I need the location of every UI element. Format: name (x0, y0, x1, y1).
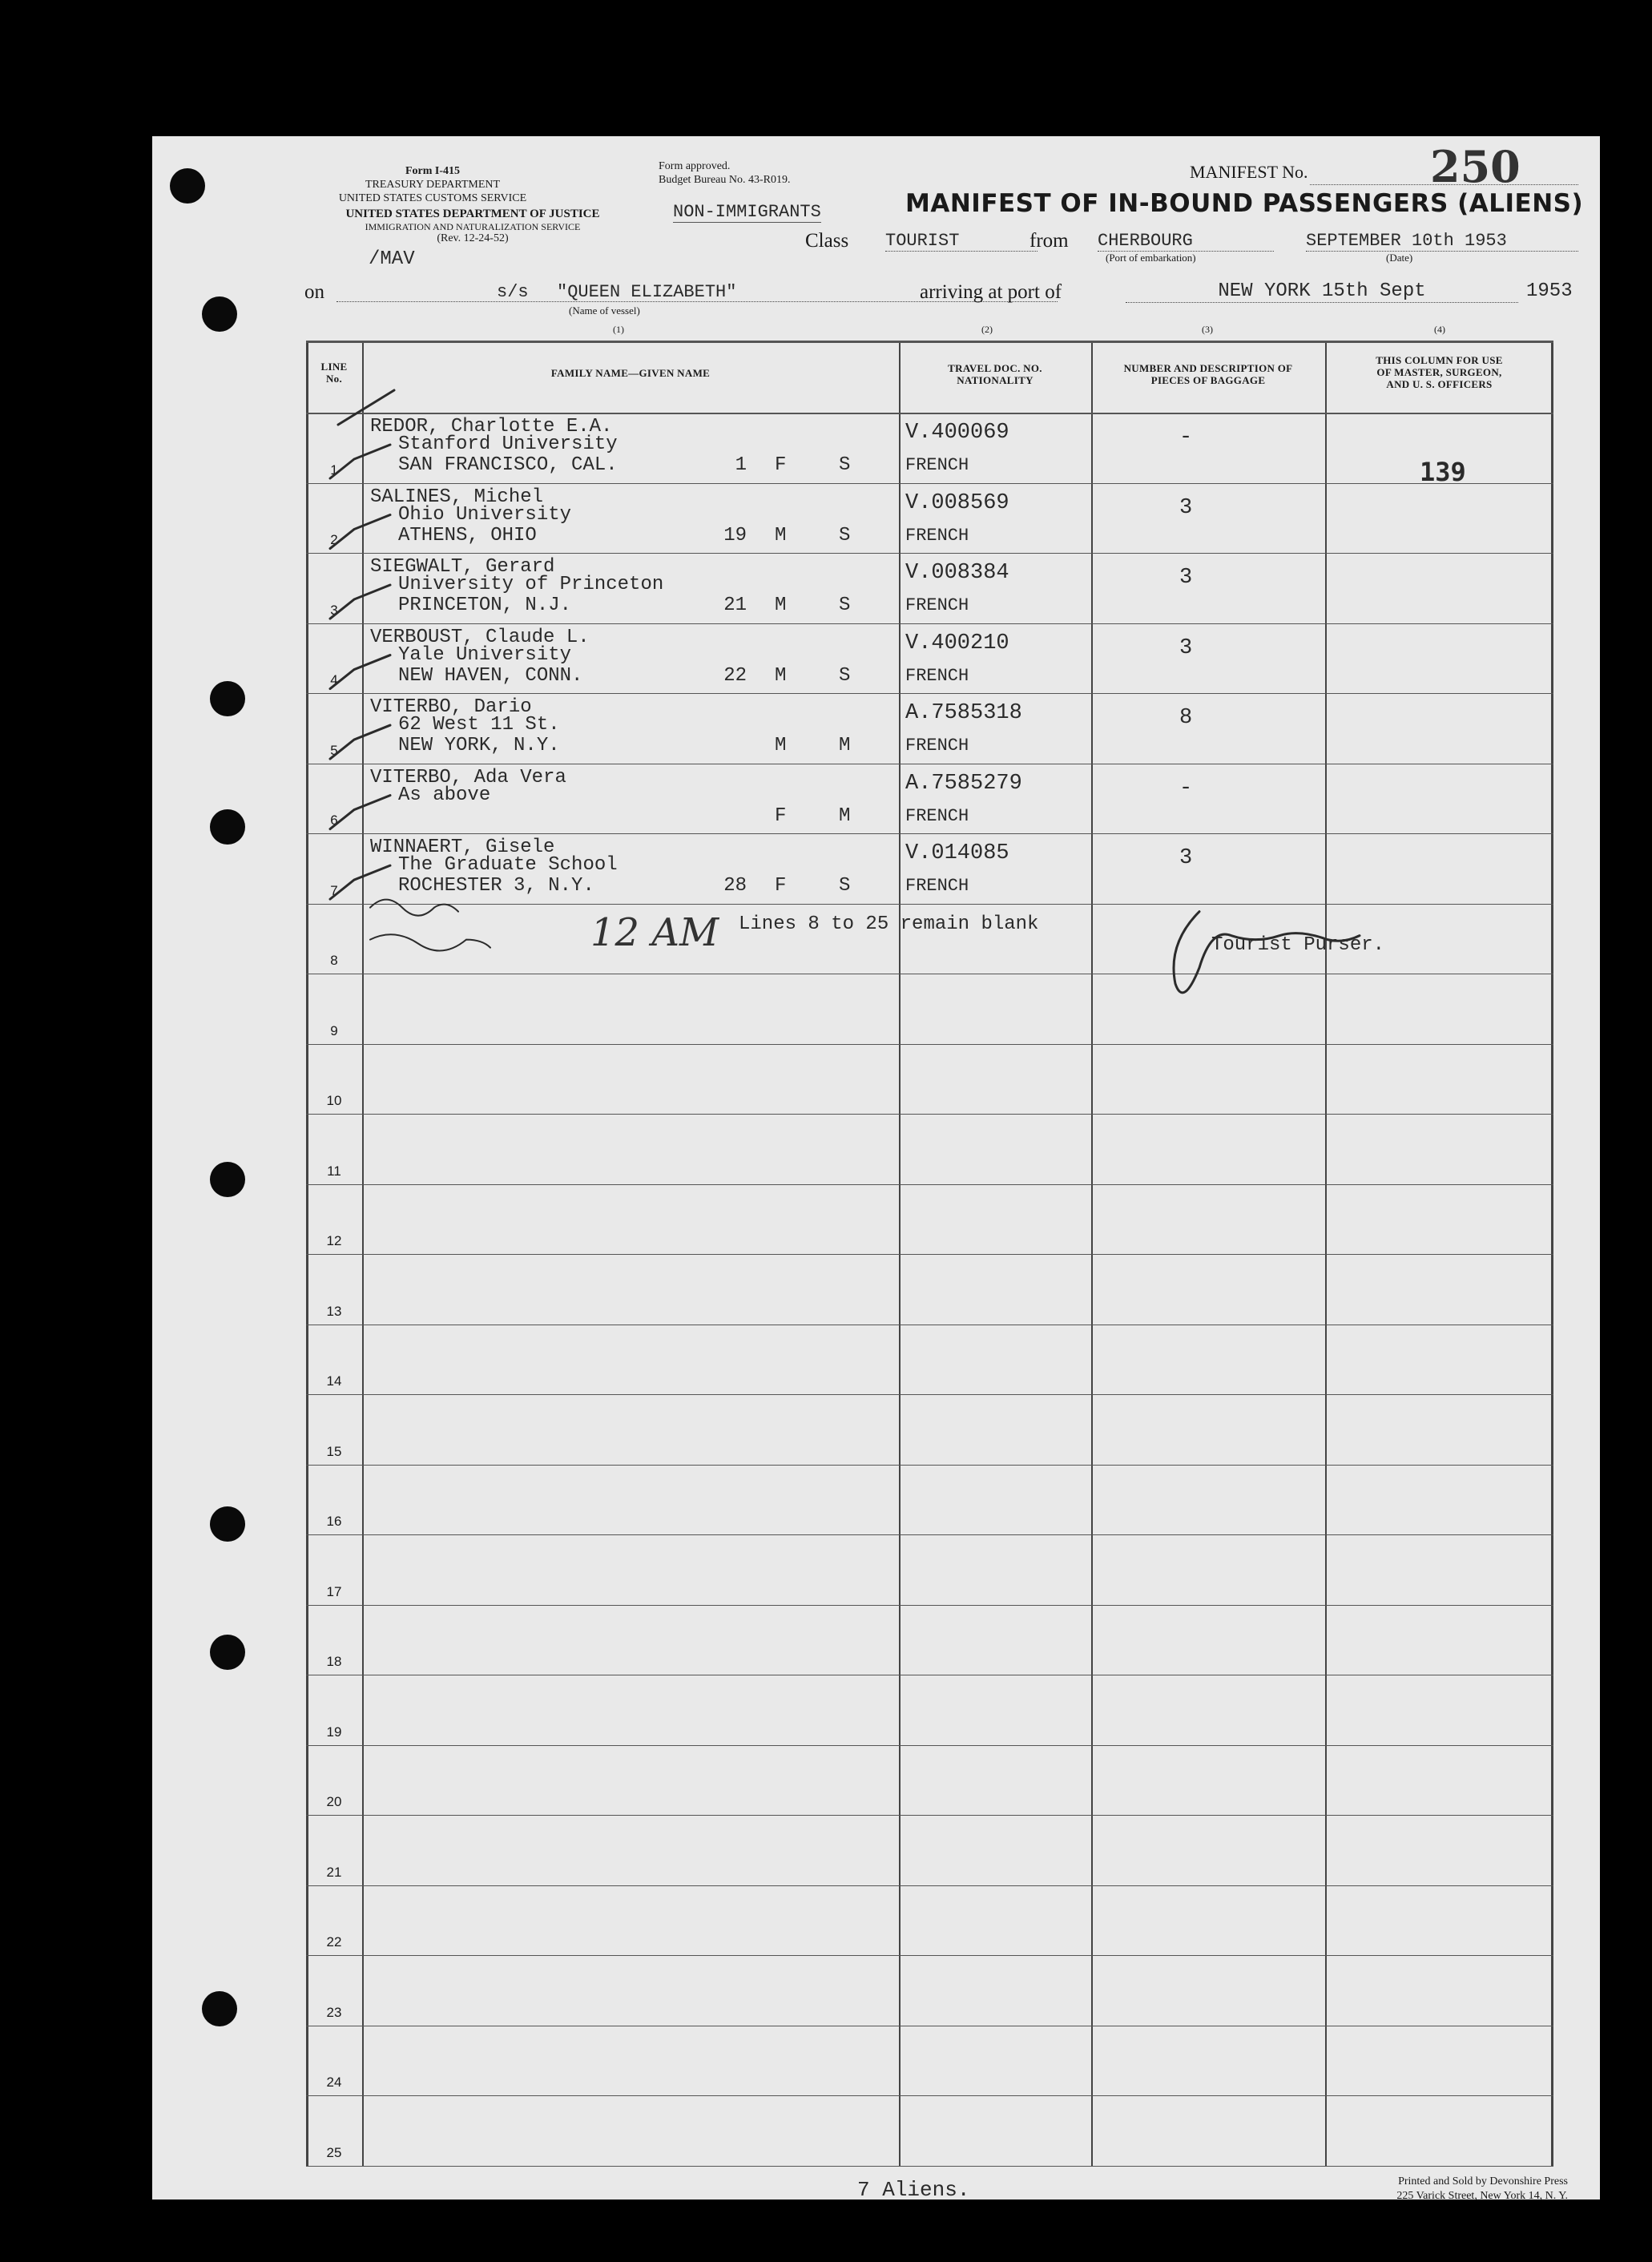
passenger-address-2: PRINCETON, N.J. (398, 595, 572, 617)
header-travel-doc-text: TRAVEL DOC. NO. (948, 362, 1042, 374)
passenger-name: SALINES, Michel (370, 486, 544, 508)
passenger-marital-status: S (839, 454, 851, 476)
travel-doc-number: A.7585279 (905, 771, 1022, 796)
passenger-age: 22 (723, 664, 747, 687)
row-rule (306, 483, 1553, 484)
line-number: 11 (327, 1163, 341, 1179)
form-number: Form I-415 (405, 165, 461, 177)
column-rule (362, 341, 364, 2166)
binder-hole (170, 168, 205, 204)
header-line-no-text: No. (325, 372, 343, 385)
inspector-signature (370, 900, 490, 951)
category-label: NON-IMMIGRANTS (673, 202, 821, 222)
line-number: 2 (330, 532, 338, 547)
row-rule (306, 1534, 1553, 1535)
nationality: FRENCH (905, 736, 969, 756)
line-number: 13 (326, 1304, 342, 1319)
passenger-sex: F (775, 454, 787, 476)
approval-block (659, 160, 790, 187)
passenger-marital-status: S (839, 875, 851, 897)
justice-block (296, 207, 649, 246)
passenger-age: 21 (723, 595, 747, 617)
line-number: 8 (330, 953, 338, 968)
row-rule (306, 1254, 1553, 1255)
total-aliens: 7 Aliens. (857, 2178, 970, 2202)
line-number: 24 (326, 2075, 342, 2090)
passenger-address-2: ROCHESTER 3, N.Y. (398, 875, 594, 897)
nationality: FRENCH (905, 805, 969, 826)
row-rule (306, 1114, 1553, 1115)
manifest-no-line (1310, 184, 1578, 185)
form-approved: Form approved. (659, 160, 731, 172)
port-of-embarkation: CHERBOURG (1098, 231, 1274, 252)
binder-hole (210, 1506, 245, 1542)
justice-dept: UNITED STATES DEPARTMENT OF JUSTICE (345, 208, 600, 220)
vessel-prefix: s/s (497, 282, 529, 302)
port-caption: (Port of embarkation) (1106, 252, 1196, 264)
nationality: FRENCH (905, 876, 969, 897)
row-rule (306, 2095, 1553, 2096)
travel-doc-number: V.400210 (905, 631, 1009, 655)
header-baggage (1091, 363, 1325, 387)
nationality: FRENCH (905, 525, 969, 546)
line-number: 12 (326, 1233, 342, 1248)
column-rule (1091, 341, 1093, 2166)
col-number-4: (4) (1434, 324, 1445, 335)
col-number-1: (1) (613, 324, 624, 335)
line-number: 5 (330, 743, 338, 758)
line-number: 16 (326, 1514, 342, 1529)
header-line-no (306, 361, 362, 385)
manifest-no-label: MANIFEST No. (1190, 162, 1308, 182)
customs-service: UNITED STATES CUSTOMS SERVICE (338, 192, 527, 204)
line-number: 18 (326, 1654, 342, 1669)
passenger-sex: M (775, 524, 787, 546)
binder-hole (210, 681, 245, 716)
line-number: 15 (326, 1444, 342, 1459)
row-rule (306, 1955, 1553, 1956)
header-baggage-text: PIECES OF BAGGAGE (1150, 373, 1266, 386)
passenger-name: VITERBO, Ada Vera (370, 766, 566, 788)
line-number: 4 (330, 672, 338, 687)
travel-doc-number: V.400069 (905, 421, 1009, 445)
passenger-sex: F (775, 875, 787, 897)
header-line-no-text: LINE (320, 361, 348, 373)
printer-imprint (1396, 2175, 1568, 2203)
passenger-marital-status: S (839, 664, 851, 687)
column-rule (1551, 341, 1553, 2166)
date-caption: (Date) (1386, 252, 1413, 264)
printer-line-2: 225 Varick Street, New York 14, N. Y. (1396, 2189, 1568, 2202)
table-top-rule (306, 341, 1553, 343)
passenger-name: REDOR, Charlotte E.A. (370, 416, 613, 437)
budget-bureau: Budget Bureau No. 43-R019. (659, 173, 791, 186)
passenger-age: 28 (723, 875, 747, 897)
travel-doc-number: V.008384 (905, 561, 1009, 586)
binder-hole (210, 809, 245, 845)
passenger-name: VERBOUST, Claude L. (370, 626, 590, 648)
line-number: 21 (326, 1865, 342, 1880)
passenger-address-1: The Graduate School (398, 854, 618, 877)
passenger-address-2: SAN FRANCISCO, CAL. (398, 454, 618, 476)
line-number: 25 (326, 2145, 342, 2160)
departure-date: SEPTEMBER 10th 1953 (1306, 231, 1578, 252)
purser-title: Tourist Purser. (1211, 933, 1385, 956)
passenger-marital-status: M (839, 735, 851, 757)
header-name: FAMILY NAME—GIVEN NAME (550, 367, 711, 379)
baggage-count: 3 (1179, 635, 1193, 660)
arrival-port-date: NEW YORK 15th Sept (1126, 280, 1518, 303)
manifest-number: 250 (1430, 141, 1521, 192)
passenger-address-2: ATHENS, OHIO (398, 524, 537, 546)
passenger-address-2: NEW YORK, N.Y. (398, 735, 560, 757)
baggage-count: - (1179, 776, 1193, 800)
passenger-name: VITERBO, Dario (370, 696, 532, 719)
row-rule (306, 1184, 1553, 1185)
row-rule (306, 1815, 1553, 1816)
vessel-name: "QUEEN ELIZABETH" (557, 282, 737, 302)
line-number: 10 (326, 1093, 342, 1108)
travel-doc-number: V.014085 (905, 841, 1009, 866)
nationality: FRENCH (905, 595, 969, 616)
binder-hole (210, 1162, 245, 1197)
handwritten-time: 12 AM (590, 909, 719, 955)
baggage-count: - (1179, 425, 1193, 450)
remain-blank-note: Lines 8 to 25 remain blank (739, 913, 1039, 935)
header-travel-doc (899, 363, 1091, 387)
line-number: 22 (326, 1934, 342, 1950)
printer-line-1: Printed and Sold by Devonshire Press (1398, 2175, 1568, 2187)
form-id-block (336, 165, 529, 205)
passenger-address-1: Yale University (398, 643, 572, 666)
row-rule (306, 553, 1553, 554)
nationality: FRENCH (905, 665, 969, 686)
ins-service: IMMIGRATION AND NATURALIZATION SERVICE (365, 221, 581, 232)
line-number: 1 (330, 462, 338, 478)
passenger-address-2: NEW HAVEN, CONN. (398, 664, 583, 687)
page-title: MANIFEST OF IN-BOUND PASSENGERS (ALIENS) (905, 189, 1584, 218)
on-label: on (304, 281, 324, 303)
class-value: TOURIST (885, 231, 1038, 252)
line-number: 14 (326, 1373, 342, 1389)
vessel-caption: (Name of vessel) (569, 304, 640, 317)
passenger-address-1: 62 West 11 St. (398, 714, 560, 736)
passenger-marital-status: M (839, 804, 851, 827)
passenger-table (306, 341, 1553, 2166)
passenger-address-1: University of Princeton (398, 574, 664, 596)
col-number-3: (3) (1202, 324, 1213, 335)
line-number: 7 (330, 883, 338, 898)
row-rule (306, 1885, 1553, 1886)
header-officers-text: OF MASTER, SURGEON, (1376, 365, 1502, 378)
passenger-sex: M (775, 735, 787, 757)
baggage-count: 8 (1179, 706, 1193, 731)
passenger-address-1: Stanford University (398, 433, 618, 455)
row-rule (306, 693, 1553, 694)
col-number-2: (2) (981, 324, 993, 335)
baggage-count: 3 (1179, 846, 1193, 871)
line-number: 23 (326, 2005, 342, 2020)
revision: (Rev. 12-24-52) (437, 232, 509, 245)
arriving-label: arriving at port of (920, 281, 1062, 303)
row-rule (306, 1394, 1553, 1395)
passenger-sex: F (775, 804, 787, 827)
header-officers (1325, 355, 1553, 391)
column-rule (1325, 341, 1327, 2166)
passenger-marital-status: S (839, 595, 851, 617)
header-officers-text: THIS COLUMN FOR USE (1376, 354, 1503, 366)
line-number: 20 (326, 1794, 342, 1809)
row-rule (306, 623, 1553, 624)
row-rule (306, 833, 1553, 834)
passenger-address-1: Ohio University (398, 503, 572, 526)
baggage-count: 3 (1179, 566, 1193, 591)
officer-note: 139 (1420, 457, 1466, 487)
passenger-name: SIEGWALT, Gerard (370, 556, 555, 579)
travel-doc-number: V.008569 (905, 490, 1009, 515)
header-baggage-text: NUMBER AND DESCRIPTION OF (1123, 362, 1293, 374)
row-rule (306, 904, 1553, 905)
passenger-age: 1 (735, 454, 747, 476)
arrival-year: 1953 (1526, 280, 1573, 302)
nationality: FRENCH (905, 455, 969, 475)
line-number: 6 (330, 812, 338, 828)
binder-hole (202, 1991, 237, 2026)
passenger-sex: M (775, 595, 787, 617)
from-label: from (1029, 230, 1069, 252)
passenger-marital-status: S (839, 524, 851, 546)
line-number: 9 (330, 1023, 338, 1038)
row-rule (306, 1745, 1553, 1746)
header-officers-text: AND U. S. OFFICERS (1386, 377, 1493, 390)
class-label: Class (805, 230, 849, 252)
binder-hole (202, 296, 237, 332)
column-rule (899, 341, 901, 2166)
treasury-dept: TREASURY DEPARTMENT (365, 178, 501, 191)
typist-initials: /MAV (369, 248, 415, 270)
travel-doc-number: A.7585318 (905, 701, 1022, 726)
baggage-count: 3 (1179, 495, 1193, 520)
binder-hole (210, 1635, 245, 1670)
passenger-name: WINNAERT, Gisele (370, 837, 555, 859)
line-number: 3 (330, 603, 338, 618)
row-rule (306, 1465, 1553, 1466)
row-rule (306, 1044, 1553, 1045)
row-rule (306, 1605, 1553, 1606)
line-number: 17 (326, 1584, 342, 1599)
passenger-age: 19 (723, 524, 747, 546)
line-number: 19 (326, 1724, 342, 1740)
header-rule (306, 413, 1553, 414)
passenger-sex: M (775, 664, 787, 687)
header-travel-doc-text: NATIONALITY (957, 373, 1034, 386)
passenger-address-1: As above (398, 784, 491, 806)
row-rule (306, 2166, 1553, 2167)
